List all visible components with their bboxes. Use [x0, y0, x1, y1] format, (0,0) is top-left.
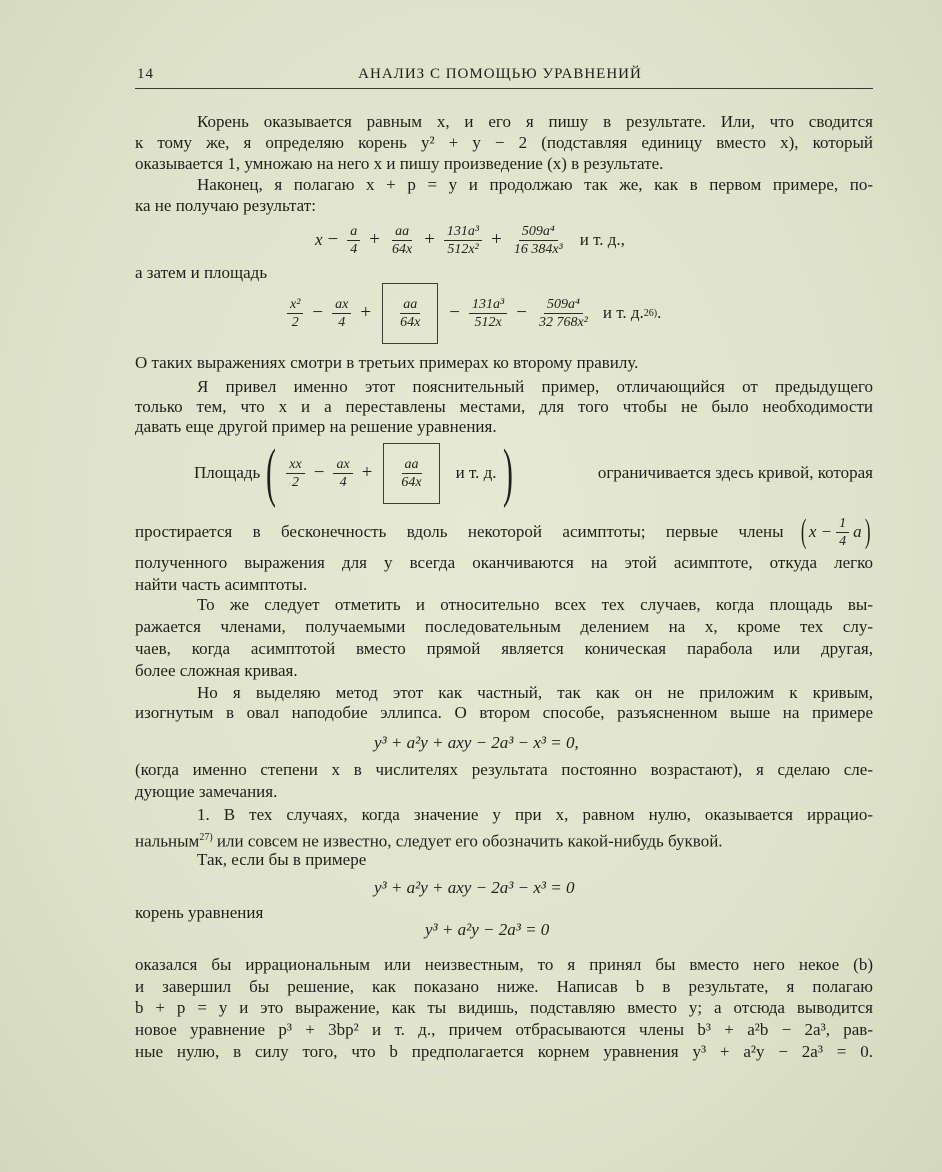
formula-equation: y³ + a²y − 2a³ = 0	[425, 920, 550, 939]
area-line	[194, 436, 873, 509]
left-paren: (	[266, 436, 277, 509]
denominator: 512x	[474, 314, 502, 330]
numerator: 509a⁴	[519, 223, 558, 241]
area-label: Площадь	[194, 463, 261, 482]
denominator: 512x²	[447, 241, 479, 257]
text-line: оказался бы иррациональным или неизвестным, то я принял бы вместо него некое (b)	[135, 955, 873, 974]
fraction	[398, 456, 424, 491]
text-line: дующие замечания.	[135, 782, 278, 801]
numerator: ax	[332, 296, 351, 314]
text-segment: ограничивается здесь кривой, которая	[597, 463, 873, 482]
footnote-ref[interactable]: 27)	[199, 832, 213, 843]
text-line: b + p = y и это выражение, как ты видишь, подставляю вместо y; а отсюда выводится	[135, 998, 873, 1017]
operator: +	[360, 302, 372, 323]
text-line: полученного выражения для y всегда оканчиваются на этой асимптоте, откуда легко	[135, 553, 873, 572]
etc-text: и т. д.	[455, 463, 497, 482]
operator: −	[312, 302, 324, 323]
numerator: 509a⁴	[544, 296, 583, 314]
operator: +	[424, 229, 435, 250]
right-paren: )	[502, 436, 513, 509]
fraction	[332, 296, 351, 331]
fraction	[511, 223, 566, 258]
formula-area	[283, 281, 661, 345]
text-line: найти часть асимптоты.	[135, 575, 308, 594]
numerator: 1	[836, 515, 849, 533]
text-line: О таких выражениях смотри в третьих примерах ко второму правилу.	[135, 353, 639, 372]
fraction	[469, 296, 507, 331]
text-line: более сложная кривая.	[135, 661, 298, 680]
numerator: aa	[402, 456, 422, 474]
numerator: 131a³	[444, 223, 482, 241]
fraction	[287, 296, 303, 331]
text-line: Я привел именно этот пояснительный пример, отличающийся от предыдущего	[197, 377, 873, 396]
formula-equation: y³ + a²y + axy − 2a³ − x³ = 0	[374, 878, 575, 897]
text-line: только тем, что x и a переставлены местами, для того чтобы не было необходимости	[135, 397, 873, 416]
formula-equation: y³ + a²y + axy − 2a³ − x³ = 0,	[374, 733, 579, 752]
denominator: 64x	[391, 241, 413, 257]
operator: +	[491, 229, 502, 250]
denominator: 64x	[401, 474, 422, 490]
text-line: ные нулю, в силу того, что b предполагается корнем уравнения y³ + a²y − 2a³ = 0.	[135, 1042, 873, 1061]
text-line: 1. В тех случаях, когда значение y при x, равном нулю, оказывается иррацио-	[197, 805, 873, 824]
operator: −	[516, 302, 527, 323]
boxed-term	[383, 443, 439, 504]
fraction	[333, 456, 352, 491]
term: a	[853, 522, 862, 541]
text-line: и завершил бы решение, как показано ниже. Написав b в результате, я полагаю	[135, 977, 873, 996]
footnote-ref[interactable]: 26)	[643, 307, 658, 319]
denominator: 4	[339, 474, 347, 490]
numerator: a	[347, 223, 360, 241]
text-line: Так, если бы в примере	[197, 850, 367, 869]
page-number: 14	[137, 66, 154, 82]
text-line: То же следует отметить и относительно всех тех случаев, когда площадь вы-	[197, 595, 873, 614]
text-line: корень уравнения	[135, 903, 264, 922]
text-line: к тому же, я определяю корень y² + y − 2 (подставляя единицу вместо x), который	[135, 133, 873, 152]
denominator: 4	[839, 533, 847, 549]
period: .	[657, 303, 662, 322]
denominator: 32 768x²	[538, 314, 588, 330]
left-paren: (	[800, 513, 807, 550]
header-rule	[135, 88, 873, 89]
numerator: ax	[333, 456, 352, 474]
numerator: x²	[287, 296, 303, 314]
text-segment: простирается в бесконечность вдоль некоторой асимптоты; первые члены	[135, 522, 784, 541]
operator: −	[313, 462, 325, 483]
asymptote-line	[135, 505, 873, 559]
operator: +	[369, 229, 380, 250]
term: x	[315, 230, 323, 249]
text-line: давать еще другой пример на решение уравнения.	[135, 417, 497, 436]
text-line: оказывается 1, умножаю на него x и пишу произведение (x) в результате.	[135, 154, 664, 173]
operator: −	[327, 229, 339, 250]
text-line: изогнутым в овал наподобие эллипса. О втором способе, разъясненном выше на примере	[135, 703, 873, 722]
fraction	[397, 296, 423, 331]
numerator: aa	[400, 296, 420, 314]
text-line: (когда именно степени x в числителях результата постоянно возрастают), я сделаю сле-	[135, 760, 873, 779]
fraction	[389, 223, 415, 258]
fraction	[536, 296, 591, 331]
text-line: ка не получаю результат:	[135, 196, 316, 215]
denominator: 16 384x³	[513, 241, 563, 257]
fraction	[347, 223, 360, 258]
denominator: 2	[291, 314, 299, 330]
text-line: Но я выделяю метод этот как частный, так как он не приложим к кривым,	[197, 683, 873, 702]
numerator: 131a³	[469, 296, 507, 314]
etc-text: и т. д.	[602, 303, 644, 322]
running-title: АНАЛИЗ С ПОМОЩЬЮ УРАВНЕНИЙ	[358, 66, 642, 82]
term: x −	[808, 522, 833, 541]
denominator: 64x	[400, 314, 421, 330]
denominator: 2	[292, 474, 300, 490]
text-line: чаев, когда асимптотой вместо прямой является коническая парабола или другая,	[135, 639, 873, 658]
text-segment: нальным	[135, 831, 200, 851]
text-segment: или совсем не известно, следует его обозначить какой-нибудь буквой.	[216, 831, 723, 851]
text-line: Корень оказывается равным x, и его я пишу в результате. Или, что сводится	[197, 112, 873, 131]
text-line: а затем и площадь	[135, 263, 268, 282]
etc-text: и т. д.,	[579, 230, 625, 249]
boxed-term	[382, 283, 438, 344]
fraction	[836, 515, 849, 550]
numerator: xx	[286, 456, 304, 474]
numerator: aa	[392, 223, 412, 241]
right-paren: )	[864, 513, 871, 550]
text-line: Наконец, я полагаю x + p = y и продолжаю так же, как в первом примере, по-	[197, 175, 873, 194]
text-line: ражается членами, получаемыми последовательным делением на x, кроме тех слу-	[135, 617, 873, 636]
operator: −	[449, 302, 461, 323]
operator: +	[361, 462, 373, 483]
denominator: 4	[338, 314, 346, 330]
fraction	[286, 456, 304, 491]
fraction	[444, 223, 482, 258]
text-line	[135, 827, 873, 849]
denominator: 4	[350, 241, 358, 257]
text-line: новое уравнение p³ + 3bp² и т. д., причем отбрасываются члены b³ + a²b − 2a³, рав-	[135, 1020, 873, 1039]
